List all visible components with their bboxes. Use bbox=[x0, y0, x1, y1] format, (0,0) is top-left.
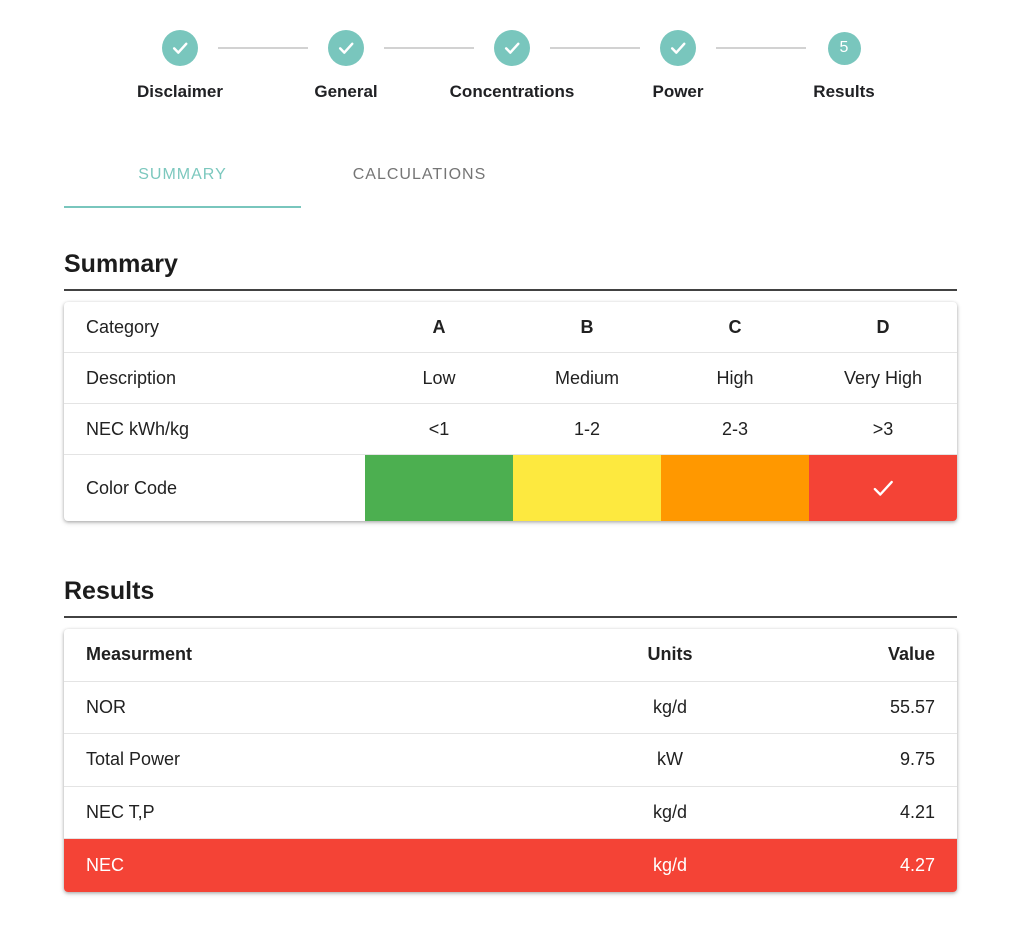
measurement-value: 55.57 bbox=[889, 696, 935, 717]
step-label: Disclaimer bbox=[137, 82, 223, 101]
step-label: Results bbox=[813, 82, 875, 101]
summary-table bbox=[64, 302, 957, 521]
description-b: Medium bbox=[554, 367, 620, 388]
table-row-nec-range bbox=[64, 404, 957, 455]
table-row-nec-tp bbox=[64, 787, 957, 840]
step-complete-check-icon bbox=[494, 30, 530, 66]
description-c: High bbox=[716, 367, 754, 388]
row-label: Color Code bbox=[86, 477, 178, 498]
step-concentrations[interactable] bbox=[449, 30, 575, 101]
color-cell-green bbox=[365, 455, 513, 521]
measurement-name: NEC T,P bbox=[86, 802, 155, 823]
step-connector bbox=[384, 47, 474, 49]
row-label: Category bbox=[86, 316, 160, 337]
step-general[interactable] bbox=[314, 30, 378, 101]
results-table bbox=[64, 629, 957, 892]
nec-range-c: 2-3 bbox=[721, 418, 748, 439]
color-cell-red-selected bbox=[809, 455, 957, 521]
step-results-active[interactable] bbox=[813, 30, 875, 101]
description-a: Low bbox=[422, 367, 456, 388]
measurement-value: 4.27 bbox=[899, 855, 935, 876]
column-header-units: Units bbox=[647, 644, 693, 665]
summary-section bbox=[64, 250, 957, 521]
tab-bar bbox=[64, 144, 1024, 208]
measurement-units: kg/d bbox=[652, 855, 688, 876]
measurement-units: kg/d bbox=[652, 696, 688, 717]
step-connector bbox=[550, 47, 640, 49]
category-b: B bbox=[580, 316, 594, 337]
step-power[interactable] bbox=[652, 30, 704, 101]
step-disclaimer[interactable] bbox=[137, 30, 223, 101]
nec-range-d: >3 bbox=[872, 418, 894, 439]
selected-check-icon bbox=[870, 475, 896, 501]
color-cell-yellow bbox=[513, 455, 661, 521]
measurement-name: NOR bbox=[86, 696, 126, 717]
step-label: Concentrations bbox=[449, 82, 575, 101]
step-complete-check-icon bbox=[162, 30, 198, 66]
step-label: Power bbox=[652, 82, 704, 101]
measurement-name: Total Power bbox=[86, 749, 181, 770]
nec-range-a: <1 bbox=[428, 418, 450, 439]
column-header-measurment: Measurment bbox=[86, 644, 193, 665]
step-complete-check-icon bbox=[328, 30, 364, 66]
category-d: D bbox=[876, 316, 890, 337]
step-complete-check-icon bbox=[660, 30, 696, 66]
step-number-badge: 5 bbox=[828, 32, 861, 65]
results-section bbox=[64, 577, 957, 892]
wizard-stepper bbox=[137, 30, 875, 101]
table-row-nec-highlighted bbox=[64, 839, 957, 892]
table-row-color-code bbox=[64, 455, 957, 521]
tab-summary[interactable]: SUMMARY bbox=[64, 144, 301, 208]
table-row-nor bbox=[64, 682, 957, 735]
table-row-category bbox=[64, 302, 957, 353]
category-a: A bbox=[432, 316, 446, 337]
tab-calculations[interactable]: CALCULATIONS bbox=[352, 166, 487, 183]
measurement-value: 9.75 bbox=[899, 749, 935, 770]
category-c: C bbox=[728, 316, 742, 337]
measurement-name: NEC bbox=[86, 855, 125, 876]
nec-range-b: 1-2 bbox=[573, 418, 600, 439]
color-cell-orange bbox=[661, 455, 809, 521]
measurement-units: kW bbox=[657, 749, 683, 770]
measurement-value: 4.21 bbox=[899, 802, 935, 823]
row-label: Description bbox=[86, 367, 177, 388]
step-label: General bbox=[314, 82, 378, 101]
measurement-units: kg/d bbox=[652, 802, 688, 823]
description-d: Very High bbox=[843, 367, 923, 388]
column-header-value: Value bbox=[887, 644, 935, 665]
row-label: NEC kWh/kg bbox=[86, 418, 190, 439]
table-row-description bbox=[64, 353, 957, 404]
summary-title: Summary bbox=[64, 250, 957, 291]
results-title: Results bbox=[64, 577, 957, 618]
step-connector bbox=[716, 47, 806, 49]
results-header-row bbox=[64, 629, 957, 682]
step-connector bbox=[218, 47, 308, 49]
table-row-total-power bbox=[64, 734, 957, 787]
